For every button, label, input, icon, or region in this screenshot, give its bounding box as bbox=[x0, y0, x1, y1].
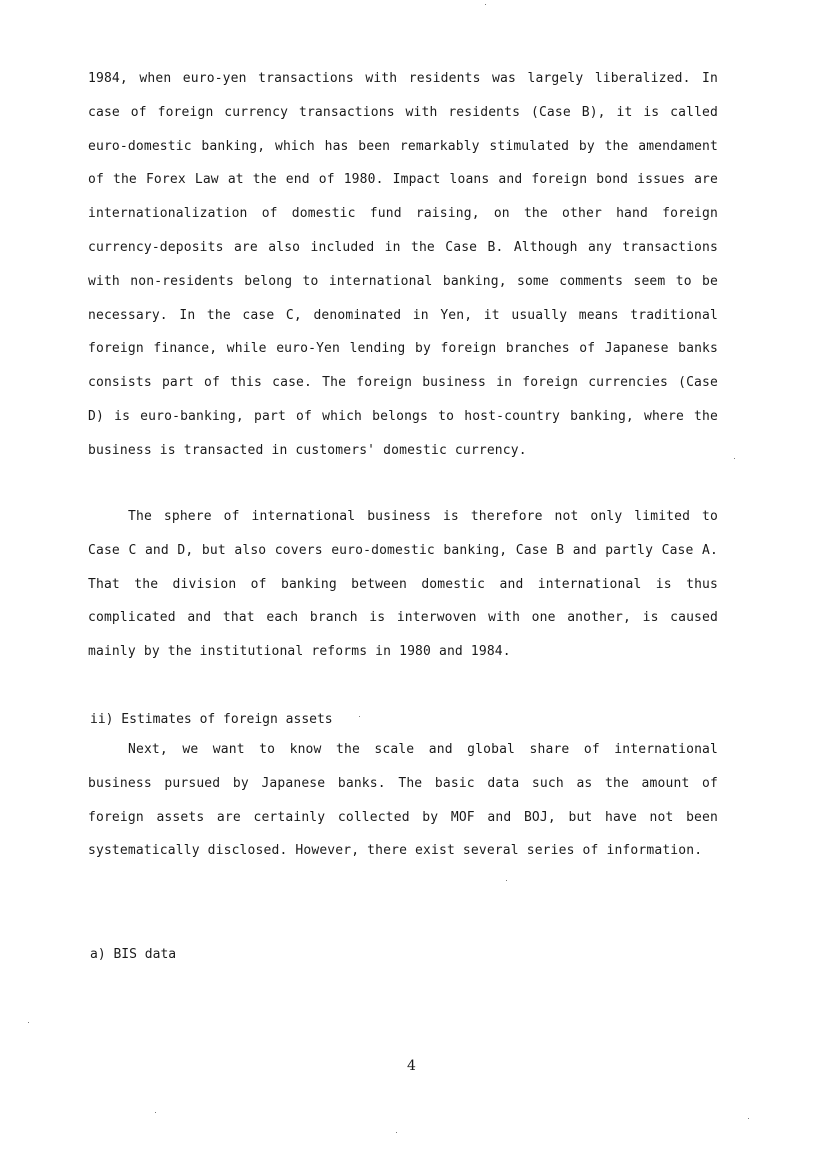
section-heading-foreign-assets: ii) Estimates of foreign assets bbox=[90, 712, 333, 727]
scan-speck bbox=[359, 716, 360, 717]
scan-speck bbox=[28, 1022, 29, 1023]
scan-speck bbox=[485, 4, 486, 5]
scan-speck bbox=[748, 1118, 749, 1119]
paragraph-sphere-of-international-business: The sphere of international business is therefore not only limited to Case C and D, but also covers euro-domestic banking, Case B and partly Case A. That the division of banking between domestic and international is thus complicated and that each branch is interwoven with one another, is caused mainly by the institutional reforms in 1980 and 1984. bbox=[88, 509, 718, 660]
scan-speck bbox=[734, 458, 735, 459]
scan-speck bbox=[155, 1112, 156, 1113]
page-number: 4 bbox=[407, 1058, 416, 1074]
scan-speck bbox=[506, 880, 507, 881]
paragraph-estimates-intro: Next, we want to know the scale and global share of international business pursued by Japanese banks. The basic data such as the amount of foreign assets are certainly collected by MOF and BOJ, but have not been systematically disclosed. However, there exist several series of information. bbox=[88, 742, 718, 859]
scan-speck bbox=[396, 1132, 397, 1133]
paragraph-case-overview: 1984, when euro-yen transactions with residents was largely liberalized. In case of foreign currency transactions with residents (Case B), it is called euro-domestic banking, which has been remarkably stimulated by the amendament of the Forex Law at the end of 1980. Impact loans and foreign bond issues are internationalization of domestic fund raising, on the other hand foreign currency-deposits are also included in the Case B. Although any transactions with non-residents belong to international banking, some comments seem to be necessary. In the case C, denominated in Yen, it usually means traditional foreign finance, while euro-Yen lending by foreign branches of Japanese banks consists part of this case. The foreign business in foreign currencies (Case D) is euro-banking, part of which belongs to host-country banking, where the business is transacted in customers' domestic currency. bbox=[88, 71, 718, 458]
subsection-heading-bis-data: a) BIS data bbox=[90, 947, 177, 962]
